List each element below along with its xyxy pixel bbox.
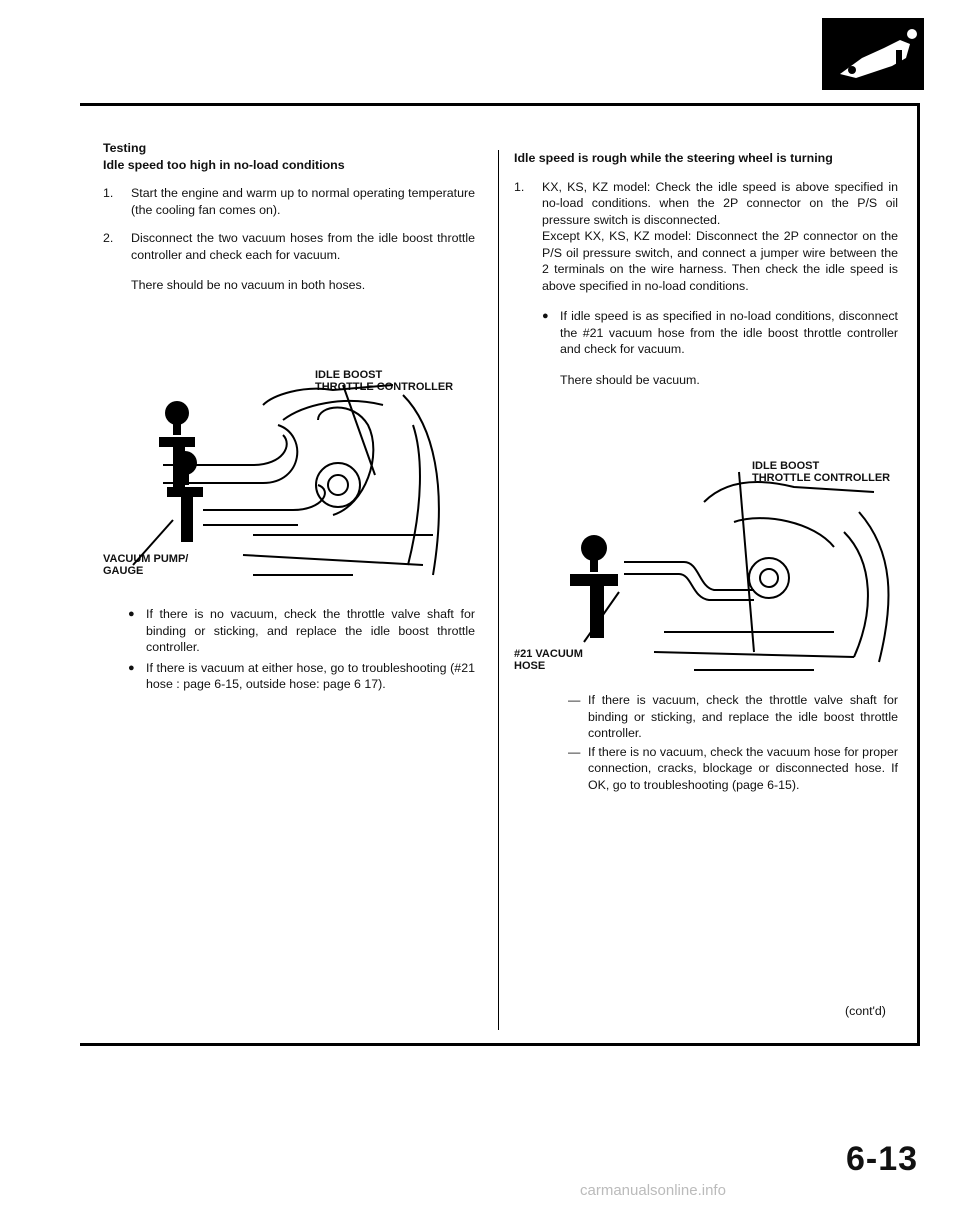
callout-vacuum-pump: VACUUM PUMP/ GAUGE [103, 553, 189, 577]
step-text: Disconnect the two vacuum hoses from the idle boost throttle controller and check each for vacuum. [131, 231, 475, 262]
note: There should be no vacuum in both hoses. [131, 278, 366, 292]
left-column [103, 140, 475, 294]
note: There should be vacuum. [560, 372, 700, 387]
step-number: 1. [514, 179, 525, 194]
step-text-except: Except KX, KS, KZ model: Disconnect the 2P connector on the P/S oil pressure switch, and connect a jumper wire between the 2 terminals on the wire harness. Then check the idle speed is above specified in no-load conditions. [542, 229, 898, 293]
bullet-item: ● If idle speed is as specified in no-load conditions, disconnect the #21 vacuum hose from the idle boost throttle controller and check for vacuum. [542, 309, 898, 356]
step-2 [103, 230, 475, 263]
bullet-dot: ● [128, 608, 135, 620]
right-heading: Idle speed is rough while the steering wheel is turning [514, 151, 833, 165]
step-1 [514, 179, 898, 295]
step-1 [103, 185, 475, 218]
bullet-dot: ● [542, 310, 549, 322]
right-dash-list [568, 690, 898, 793]
vacuum-gauge-icon [163, 447, 207, 552]
right-figure [514, 452, 906, 680]
step-number: 1. [103, 186, 114, 200]
callout-idle-boost: IDLE BOOST THROTTLE CONTROLLER [752, 460, 891, 484]
bullet-dot: ● [128, 661, 135, 674]
column-divider [498, 150, 499, 1030]
top-rule [80, 103, 920, 106]
left-figure [103, 365, 475, 595]
bullet-item: ● If there is vacuum at either hose, go to troubleshooting (#21 hose : page 6-15, outside hose: page 6 17). [128, 660, 475, 691]
right-column [514, 150, 898, 388]
bottom-rule [80, 1043, 920, 1046]
right-rule [917, 103, 920, 1046]
list-item: — If there is vacuum, check the throttle valve shaft for binding or sticking, and replace the idle boost throttle controller. [568, 693, 898, 740]
engine-silhouette-icon [822, 18, 924, 90]
step-number: 2. [103, 231, 114, 245]
subheading: Idle speed too high in no-load conditions [103, 157, 345, 172]
left-bullets [128, 602, 475, 693]
page-number: 6-13 [846, 1140, 919, 1178]
callout-21-vacuum-hose: #21 VACUUM HOSE [514, 648, 583, 672]
step-text-kx: KX, KS, KZ model: Check the idle speed is above specified in no-load conditions. when the 2P connector on the P/S oil pressure switch is disconnected. [542, 179, 898, 227]
step-text: Start the engine and warm up to normal operating temperature (the cooling fan comes on). [131, 186, 475, 217]
list-item: — If there is no vacuum, check the vacuum hose for proper connection, cracks, blockage or disconnected hose. If OK, go to troubleshooting (page 6-15). [568, 744, 898, 792]
section-title: Testing [103, 141, 147, 155]
vacuum-gauge-icon [564, 532, 620, 647]
watermark: carmanualsonline.info [580, 1182, 726, 1199]
continued-label: (cont'd) [845, 1004, 886, 1018]
bullet-item: ● If there is no vacuum, check the throttle valve shaft for binding or sticking, and replace the idle boost throttle controller. [128, 607, 475, 654]
callout-idle-boost: IDLE BOOST THROTTLE CONTROLLER [315, 369, 454, 393]
